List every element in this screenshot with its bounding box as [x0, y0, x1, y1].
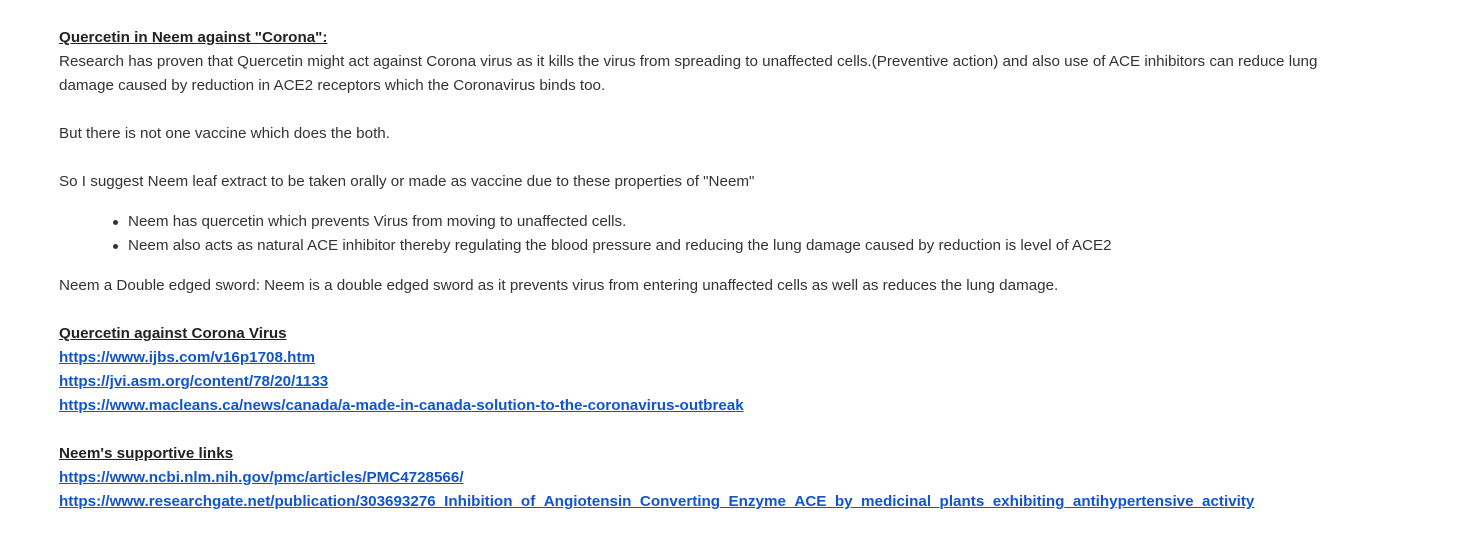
spacer: [59, 298, 1459, 322]
section-heading-neem-links: Neem's supportive links: [59, 445, 234, 462]
link-researchgate[interactable]: https://www.researchgate.net/publication/303693276_Inhibition_of_Angiotensin_Converting_Enzyme_ACE_by_medicinal_plants_exhibiting_antihypertensive_activity: [59, 493, 1255, 510]
link-ncbi[interactable]: https://www.ncbi.nlm.nih.gov/pmc/articles/PMC4728566/: [59, 469, 464, 486]
paragraph-research-line2: damage caused by reduction in ACE2 receptors which the Coronavirus binds too.: [59, 77, 606, 94]
bullet-icon: [113, 220, 118, 225]
spacer: [59, 194, 1459, 210]
spacer: [59, 146, 1459, 170]
paragraph-no-vaccine: But there is not one vaccine which does the both.: [59, 125, 390, 142]
section-heading-quercetin-corona: Quercetin against Corona Virus: [59, 325, 287, 342]
spacer: [59, 418, 1459, 442]
section-heading-quercetin-neem: Quercetin in Neem against "Corona":: [59, 29, 328, 46]
bullet-list: [59, 210, 1459, 258]
link-jvi-asm[interactable]: https://jvi.asm.org/content/78/20/1133: [59, 373, 329, 390]
spacer: [59, 98, 1459, 122]
link-ijbs[interactable]: https://www.ijbs.com/v16p1708.htm: [59, 349, 315, 366]
list-item-text: Neem has quercetin which prevents Virus from moving to unaffected cells.: [128, 213, 627, 230]
list-item: [128, 210, 1459, 234]
bullet-icon: [113, 244, 118, 249]
paragraph-suggestion: So I suggest Neem leaf extract to be taken orally or made as vaccine due to these properties of "Neem": [59, 173, 755, 190]
paragraph-double-edged-sword: Neem a Double edged sword: Neem is a double edged sword as it prevents virus from entering unaffected cells as well as reduces the lung damage.: [59, 277, 1059, 294]
link-macleans[interactable]: https://www.macleans.ca/news/canada/a-made-in-canada-solution-to-the-coronavirus-outbreak: [59, 397, 744, 414]
spacer: [59, 258, 1459, 274]
paragraph-research-line1: Research has proven that Quercetin might act against Corona virus as it kills the virus from spreading to unaffected cells.(Preventive action) and also use of ACE inhibitors can reduce lung: [59, 53, 1318, 70]
list-item-text: Neem also acts as natural ACE inhibitor thereby regulating the blood pressure and reducing the lung damage caused by reduction is level of ACE2: [128, 237, 1112, 254]
list-item: [128, 234, 1459, 258]
